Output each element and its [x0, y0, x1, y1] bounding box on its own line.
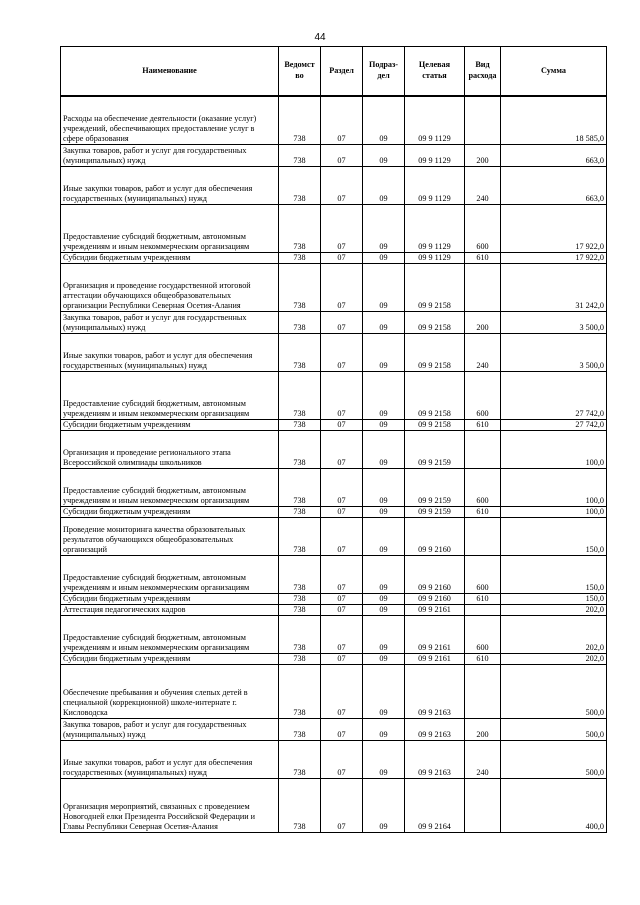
header-amount: Сумма: [501, 47, 607, 97]
row-expense-type: [465, 430, 501, 468]
row-target: 09 9 2164: [405, 778, 465, 832]
header-dept: Ведомст во: [279, 47, 321, 97]
row-subsection: 09: [363, 653, 405, 664]
row-subsection: 09: [363, 468, 405, 506]
header-section: Раздел: [321, 47, 363, 97]
row-section: 07: [321, 468, 363, 506]
row-dept: 738: [279, 333, 321, 371]
table-row: [61, 468, 607, 506]
row-subsection: 09: [363, 252, 405, 263]
row-expense-type: 600: [465, 555, 501, 593]
table-row: [61, 144, 607, 166]
table-row: [61, 517, 607, 555]
row-amount: 150,0: [501, 517, 607, 555]
row-target: 09 9 2161: [405, 615, 465, 653]
header-subsection: Подраз- дел: [363, 47, 405, 97]
row-name: Иные закупки товаров, работ и услуг для обеспечения государственных (муниципальных) нужд: [61, 740, 279, 778]
row-subsection: 09: [363, 333, 405, 371]
row-section: 07: [321, 96, 363, 144]
row-dept: 738: [279, 144, 321, 166]
row-dept: 738: [279, 718, 321, 740]
row-dept: 738: [279, 778, 321, 832]
row-subsection: 09: [363, 664, 405, 718]
table-row: [61, 252, 607, 263]
row-dept: 738: [279, 615, 321, 653]
row-dept: 738: [279, 371, 321, 419]
row-expense-type: [465, 96, 501, 144]
row-amount: 500,0: [501, 740, 607, 778]
table-row: [61, 653, 607, 664]
header-expense-type: Вид расхода: [465, 47, 501, 97]
row-amount: 3 500,0: [501, 333, 607, 371]
row-amount: 663,0: [501, 144, 607, 166]
row-expense-type: 600: [465, 371, 501, 419]
row-subsection: 09: [363, 740, 405, 778]
row-target: 09 9 2160: [405, 593, 465, 604]
row-section: 07: [321, 263, 363, 311]
table-row: [61, 778, 607, 832]
row-amount: 150,0: [501, 555, 607, 593]
row-subsection: 09: [363, 517, 405, 555]
row-dept: 738: [279, 96, 321, 144]
table-row: [61, 593, 607, 604]
table-row: [61, 311, 607, 333]
page-number: 44: [314, 32, 326, 43]
table-header-row: [61, 47, 607, 97]
row-section: 07: [321, 555, 363, 593]
row-amount: 400,0: [501, 778, 607, 832]
row-subsection: 09: [363, 593, 405, 604]
row-expense-type: 200: [465, 311, 501, 333]
row-section: 07: [321, 593, 363, 604]
row-section: 07: [321, 419, 363, 430]
budget-table: [60, 46, 607, 833]
row-name: Предоставление субсидий бюджетным, автономным учреждениям и иным некоммерческим организациям: [61, 371, 279, 419]
table-row: [61, 96, 607, 144]
row-target: 09 9 1129: [405, 204, 465, 252]
row-amount: 27 742,0: [501, 371, 607, 419]
row-target: 09 9 2158: [405, 371, 465, 419]
row-section: 07: [321, 333, 363, 371]
row-expense-type: 200: [465, 144, 501, 166]
row-name: Предоставление субсидий бюджетным, автономным учреждениям и иным некоммерческим организациям: [61, 468, 279, 506]
row-subsection: 09: [363, 311, 405, 333]
row-dept: 738: [279, 593, 321, 604]
row-dept: 738: [279, 252, 321, 263]
row-expense-type: 240: [465, 333, 501, 371]
row-subsection: 09: [363, 204, 405, 252]
row-section: 07: [321, 740, 363, 778]
row-dept: 738: [279, 555, 321, 593]
row-section: 07: [321, 166, 363, 204]
row-name: Аттестация педагогических кадров: [61, 604, 279, 615]
table-row: [61, 664, 607, 718]
row-target: 09 9 2158: [405, 419, 465, 430]
row-dept: 738: [279, 204, 321, 252]
row-amount: 18 585,0: [501, 96, 607, 144]
row-name: Закупка товаров, работ и услуг для государственных (муниципальных) нужд: [61, 718, 279, 740]
table-row: [61, 506, 607, 517]
table-row: [61, 740, 607, 778]
row-target: 09 9 2163: [405, 718, 465, 740]
row-subsection: 09: [363, 778, 405, 832]
row-name: Предоставление субсидий бюджетным, автономным учреждениям и иным некоммерческим организациям: [61, 615, 279, 653]
row-expense-type: 240: [465, 740, 501, 778]
row-target: 09 9 2160: [405, 517, 465, 555]
row-target: 09 9 2159: [405, 430, 465, 468]
row-target: 09 9 2161: [405, 604, 465, 615]
header-target: Целевая статья: [405, 47, 465, 97]
row-section: 07: [321, 615, 363, 653]
row-name: Субсидии бюджетным учреждениям: [61, 252, 279, 263]
row-section: 07: [321, 506, 363, 517]
row-amount: 202,0: [501, 604, 607, 615]
row-section: 07: [321, 517, 363, 555]
row-name: Предоставление субсидий бюджетным, автономным учреждениям и иным некоммерческим организациям: [61, 555, 279, 593]
row-target: 09 9 2163: [405, 740, 465, 778]
row-amount: 27 742,0: [501, 419, 607, 430]
table-row: [61, 333, 607, 371]
row-name: Иные закупки товаров, работ и услуг для обеспечения государственных (муниципальных) нужд: [61, 333, 279, 371]
row-section: 07: [321, 144, 363, 166]
row-expense-type: 610: [465, 252, 501, 263]
row-section: 07: [321, 664, 363, 718]
row-subsection: 09: [363, 166, 405, 204]
row-dept: 738: [279, 468, 321, 506]
row-target: 09 9 2158: [405, 263, 465, 311]
table-row: [61, 718, 607, 740]
row-target: 09 9 2159: [405, 468, 465, 506]
row-dept: 738: [279, 311, 321, 333]
row-expense-type: 600: [465, 615, 501, 653]
row-dept: 738: [279, 517, 321, 555]
row-target: 09 9 2159: [405, 506, 465, 517]
table-row: [61, 204, 607, 252]
row-section: 07: [321, 371, 363, 419]
row-amount: 3 500,0: [501, 311, 607, 333]
row-target: 09 9 2163: [405, 664, 465, 718]
row-expense-type: [465, 664, 501, 718]
row-name: Обеспечение пребывания и обучения слепых детей в специальной (коррекционной) школе-интернате г. Кисловодска: [61, 664, 279, 718]
row-amount: 663,0: [501, 166, 607, 204]
header-name: Наименование: [61, 47, 279, 97]
row-dept: 738: [279, 263, 321, 311]
row-section: 07: [321, 718, 363, 740]
row-section: 07: [321, 653, 363, 664]
row-amount: 17 922,0: [501, 252, 607, 263]
row-dept: 738: [279, 419, 321, 430]
row-target: 09 9 1129: [405, 166, 465, 204]
row-expense-type: [465, 263, 501, 311]
row-expense-type: [465, 778, 501, 832]
row-amount: 500,0: [501, 664, 607, 718]
row-dept: 738: [279, 664, 321, 718]
table-row: [61, 604, 607, 615]
row-subsection: 09: [363, 506, 405, 517]
row-name: Субсидии бюджетным учреждениям: [61, 593, 279, 604]
row-target: 09 9 2161: [405, 653, 465, 664]
row-dept: 738: [279, 506, 321, 517]
row-amount: 100,0: [501, 430, 607, 468]
row-subsection: 09: [363, 718, 405, 740]
row-name: Организация мероприятий, связанных с проведением Новогодней елки Президента Российской Федерации и Главы Республики Северная Осетия-Алания: [61, 778, 279, 832]
row-section: 07: [321, 204, 363, 252]
row-expense-type: 600: [465, 204, 501, 252]
row-expense-type: 610: [465, 593, 501, 604]
row-target: 09 9 1129: [405, 252, 465, 263]
table-row: [61, 166, 607, 204]
row-dept: 738: [279, 740, 321, 778]
table-row: [61, 430, 607, 468]
table-row: [61, 371, 607, 419]
row-amount: 202,0: [501, 653, 607, 664]
table-row: [61, 555, 607, 593]
row-expense-type: 240: [465, 166, 501, 204]
row-dept: 738: [279, 653, 321, 664]
row-expense-type: 600: [465, 468, 501, 506]
row-name: Организация и проведение регионального этапа Всероссийской олимпиады школьников: [61, 430, 279, 468]
row-name: Проведение мониторинга качества образовательных результатов обучающихся общеобразовательных организаций: [61, 517, 279, 555]
row-subsection: 09: [363, 263, 405, 311]
row-name: Субсидии бюджетным учреждениям: [61, 653, 279, 664]
table-row: [61, 615, 607, 653]
row-section: 07: [321, 604, 363, 615]
row-subsection: 09: [363, 96, 405, 144]
row-amount: 17 922,0: [501, 204, 607, 252]
table-row: [61, 263, 607, 311]
row-name: Субсидии бюджетным учреждениям: [61, 419, 279, 430]
row-subsection: 09: [363, 604, 405, 615]
row-subsection: 09: [363, 371, 405, 419]
row-dept: 738: [279, 430, 321, 468]
row-expense-type: 610: [465, 653, 501, 664]
row-name: Предоставление субсидий бюджетным, автономным учреждениям и иным некоммерческим организациям: [61, 204, 279, 252]
row-amount: 500,0: [501, 718, 607, 740]
row-subsection: 09: [363, 555, 405, 593]
row-amount: 31 242,0: [501, 263, 607, 311]
row-name: Субсидии бюджетным учреждениям: [61, 506, 279, 517]
row-target: 09 9 2160: [405, 555, 465, 593]
row-expense-type: 200: [465, 718, 501, 740]
row-amount: 150,0: [501, 593, 607, 604]
row-target: 09 9 2158: [405, 311, 465, 333]
row-name: Закупка товаров, работ и услуг для государственных (муниципальных) нужд: [61, 144, 279, 166]
row-subsection: 09: [363, 430, 405, 468]
row-amount: 202,0: [501, 615, 607, 653]
row-dept: 738: [279, 604, 321, 615]
row-dept: 738: [279, 166, 321, 204]
row-amount: 100,0: [501, 506, 607, 517]
row-subsection: 09: [363, 615, 405, 653]
row-subsection: 09: [363, 144, 405, 166]
row-target: 09 9 1129: [405, 144, 465, 166]
row-amount: 100,0: [501, 468, 607, 506]
row-name: Закупка товаров, работ и услуг для государственных (муниципальных) нужд: [61, 311, 279, 333]
row-expense-type: [465, 517, 501, 555]
row-section: 07: [321, 778, 363, 832]
row-subsection: 09: [363, 419, 405, 430]
row-expense-type: 610: [465, 506, 501, 517]
row-expense-type: 610: [465, 419, 501, 430]
row-section: 07: [321, 430, 363, 468]
row-expense-type: [465, 604, 501, 615]
row-section: 07: [321, 311, 363, 333]
row-name: Иные закупки товаров, работ и услуг для обеспечения государственных (муниципальных) нужд: [61, 166, 279, 204]
row-target: 09 9 1129: [405, 96, 465, 144]
row-name: Организация и проведение государственной итоговой аттестации обучающихся общеобразовательных организации Республики Северная Осетия-Алания: [61, 263, 279, 311]
table-row: [61, 419, 607, 430]
row-section: 07: [321, 252, 363, 263]
row-name: Расходы на обеспечение деятельности (оказание услуг) учреждений, обеспечивающих предоставление услуг в сфере образования: [61, 96, 279, 144]
row-target: 09 9 2158: [405, 333, 465, 371]
